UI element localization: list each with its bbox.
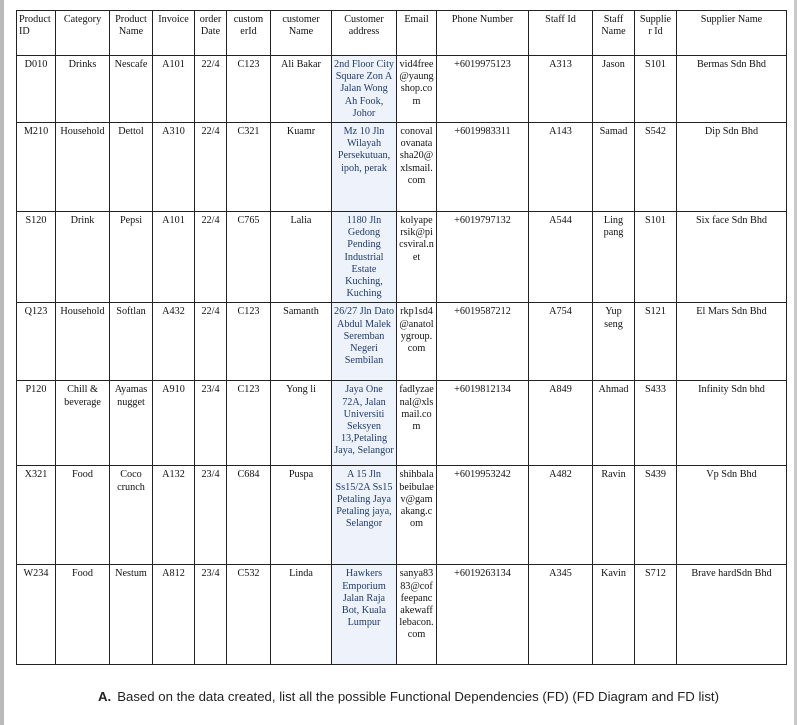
cell-supplier-id: S433 [635,381,677,466]
cell-category: Chill & beverage [56,381,110,466]
cell-order-date: 23/4 [195,381,227,466]
cell-customer-name: Samanth [271,303,332,381]
header-invoice: Invoice [153,11,195,56]
table-row [17,466,787,565]
cell-phone-number: +6019263134 [437,565,529,665]
cell-staff-name: Ahmad [593,381,635,466]
cell-supplier-id: S121 [635,303,677,381]
header-supplier-id: Supplie r Id [635,11,677,56]
cell-staff-name: Yup seng [593,303,635,381]
cell-supplier-id: S101 [635,56,677,123]
cell-supplier-id: S712 [635,565,677,665]
cell-staff-id: A143 [529,123,593,212]
cell-product-id: P120 [17,381,56,466]
cell-invoice: A101 [153,56,195,123]
cell-supplier-name: Dip Sdn Bhd [677,123,787,212]
cell-phone-number: +6019587212 [437,303,529,381]
cell-product-id: S120 [17,212,56,303]
cell-staff-name: Samad [593,123,635,212]
cell-staff-id: A754 [529,303,593,381]
header-customer-id: custom erId [227,11,271,56]
cell-product-name: Ayamas nugget [110,381,153,466]
question-label: A. [98,689,112,704]
cell-category: Household [56,123,110,212]
cell-order-date: 23/4 [195,565,227,665]
cell-customer-address: Mz 10 Jln Wilayah Persekutuan, ipoh, perak [332,123,397,212]
cell-order-date: 23/4 [195,466,227,565]
cell-product-name: Dettol [110,123,153,212]
header-product-name: Product Name [110,11,153,56]
cell-email: shihbalabeibulaev@gamakang.com [397,466,437,565]
cell-category: Drink [56,212,110,303]
cell-invoice: A812 [153,565,195,665]
cell-customer-address: 1180 Jln Gedong Pending Industrial Estate Kuching, Kuching [332,212,397,303]
header-staff-id: Staff Id [529,11,593,56]
cell-product-name: Nestum [110,565,153,665]
cell-supplier-id: S101 [635,212,677,303]
header-email: Email [397,11,437,56]
cell-supplier-name: Brave hardSdn Bhd [677,565,787,665]
cell-order-date: 22/4 [195,303,227,381]
cell-staff-name: Ravin [593,466,635,565]
cell-phone-number: +6019953242 [437,466,529,565]
cell-invoice: A132 [153,466,195,565]
header-staff-name: Staff Name [593,11,635,56]
cell-customer-id: C532 [227,565,271,665]
cell-customer-name: Yong li [271,381,332,466]
product-orders-table [16,10,787,665]
table-row [17,565,787,665]
cell-email: conovalovanatasha20@xlsmail.com [397,123,437,212]
cell-category: Household [56,303,110,381]
cell-customer-id: C765 [227,212,271,303]
cell-category: Drinks [56,56,110,123]
header-customer-address: Customer address [332,11,397,56]
page-left-border [0,0,4,725]
header-supplier-name: Supplier Name [677,11,787,56]
cell-order-date: 22/4 [195,56,227,123]
cell-customer-address: Jaya One 72A, Jalan Universiti Seksyen 13,Petaling Jaya, Selangor [332,381,397,466]
table-row [17,303,787,381]
cell-supplier-name: Six face Sdn Bhd [677,212,787,303]
cell-customer-address: 2nd Floor City Square Zon A Jalan Wong Ah Fook, Johor [332,56,397,123]
cell-staff-id: A482 [529,466,593,565]
header-order-date: order Date [195,11,227,56]
cell-order-date: 22/4 [195,212,227,303]
cell-product-id: X321 [17,466,56,565]
cell-staff-name: Kavin [593,565,635,665]
cell-email: rkp1sd4@anatolygroup.com [397,303,437,381]
header-product-id: Product ID [17,11,56,56]
cell-product-id: Q123 [17,303,56,381]
cell-email: sanya8383@coffeepancakewafflebacon.com [397,565,437,665]
table-row [17,123,787,212]
cell-supplier-id: S439 [635,466,677,565]
cell-order-date: 22/4 [195,123,227,212]
table-row [17,212,787,303]
cell-customer-id: C684 [227,466,271,565]
cell-email: vid4free@yaungshop.com [397,56,437,123]
cell-phone-number: +6019797132 [437,212,529,303]
cell-customer-name: Linda [271,565,332,665]
cell-invoice: A101 [153,212,195,303]
question-a [98,688,738,705]
cell-product-name: Coco crunch [110,466,153,565]
cell-product-name: Pepsi [110,212,153,303]
cell-invoice: A310 [153,123,195,212]
cell-invoice: A910 [153,381,195,466]
cell-category: Food [56,466,110,565]
cell-customer-address: Hawkers Emporium Jalan Raja Bot, Kuala Lumpur [332,565,397,665]
cell-supplier-id: S542 [635,123,677,212]
cell-customer-name: Puspa [271,466,332,565]
cell-staff-id: A313 [529,56,593,123]
cell-staff-id: A849 [529,381,593,466]
cell-product-name: Nescafe [110,56,153,123]
cell-customer-name: Kuamr [271,123,332,212]
cell-customer-address: 26/27 Jln Dato Abdul Malek Seremban Negeri Sembilan [332,303,397,381]
cell-staff-name: Ling pang [593,212,635,303]
header-phone-number: Phone Number [437,11,529,56]
cell-product-name: Softlan [110,303,153,381]
cell-supplier-name: Infinity Sdn bhd [677,381,787,466]
cell-product-id: D010 [17,56,56,123]
question-text: Based on the data created, list all the possible Functional Dependencies (FD) (FD Diagram and FD list) [117,689,719,704]
cell-customer-address: A 15 Jln Ss15/2A Ss15 Petaling Jaya Petaling jaya, Selangor [332,466,397,565]
cell-phone-number: +6019812134 [437,381,529,466]
cell-customer-id: C321 [227,123,271,212]
cell-category: Food [56,565,110,665]
cell-phone-number: +6019983311 [437,123,529,212]
cell-staff-id: A544 [529,212,593,303]
cell-supplier-name: El Mars Sdn Bhd [677,303,787,381]
cell-supplier-name: Bermas Sdn Bhd [677,56,787,123]
table-row [17,381,787,466]
cell-customer-id: C123 [227,56,271,123]
header-customer-name: customer Name [271,11,332,56]
cell-email: kolyapersik@picsviral.net [397,212,437,303]
cell-customer-name: Lalia [271,212,332,303]
cell-phone-number: +6019975123 [437,56,529,123]
header-category: Category [56,11,110,56]
cell-invoice: A432 [153,303,195,381]
cell-email: fadlyzaenal@xlsmail.com [397,381,437,466]
cell-product-id: W234 [17,565,56,665]
cell-staff-id: A345 [529,565,593,665]
table-header-row [17,11,787,56]
cell-customer-id: C123 [227,303,271,381]
cell-customer-name: Ali Bakar [271,56,332,123]
cell-supplier-name: Vp Sdn Bhd [677,466,787,565]
cell-customer-id: C123 [227,381,271,466]
cell-staff-name: Jason [593,56,635,123]
cell-product-id: M210 [17,123,56,212]
table-row [17,56,787,123]
